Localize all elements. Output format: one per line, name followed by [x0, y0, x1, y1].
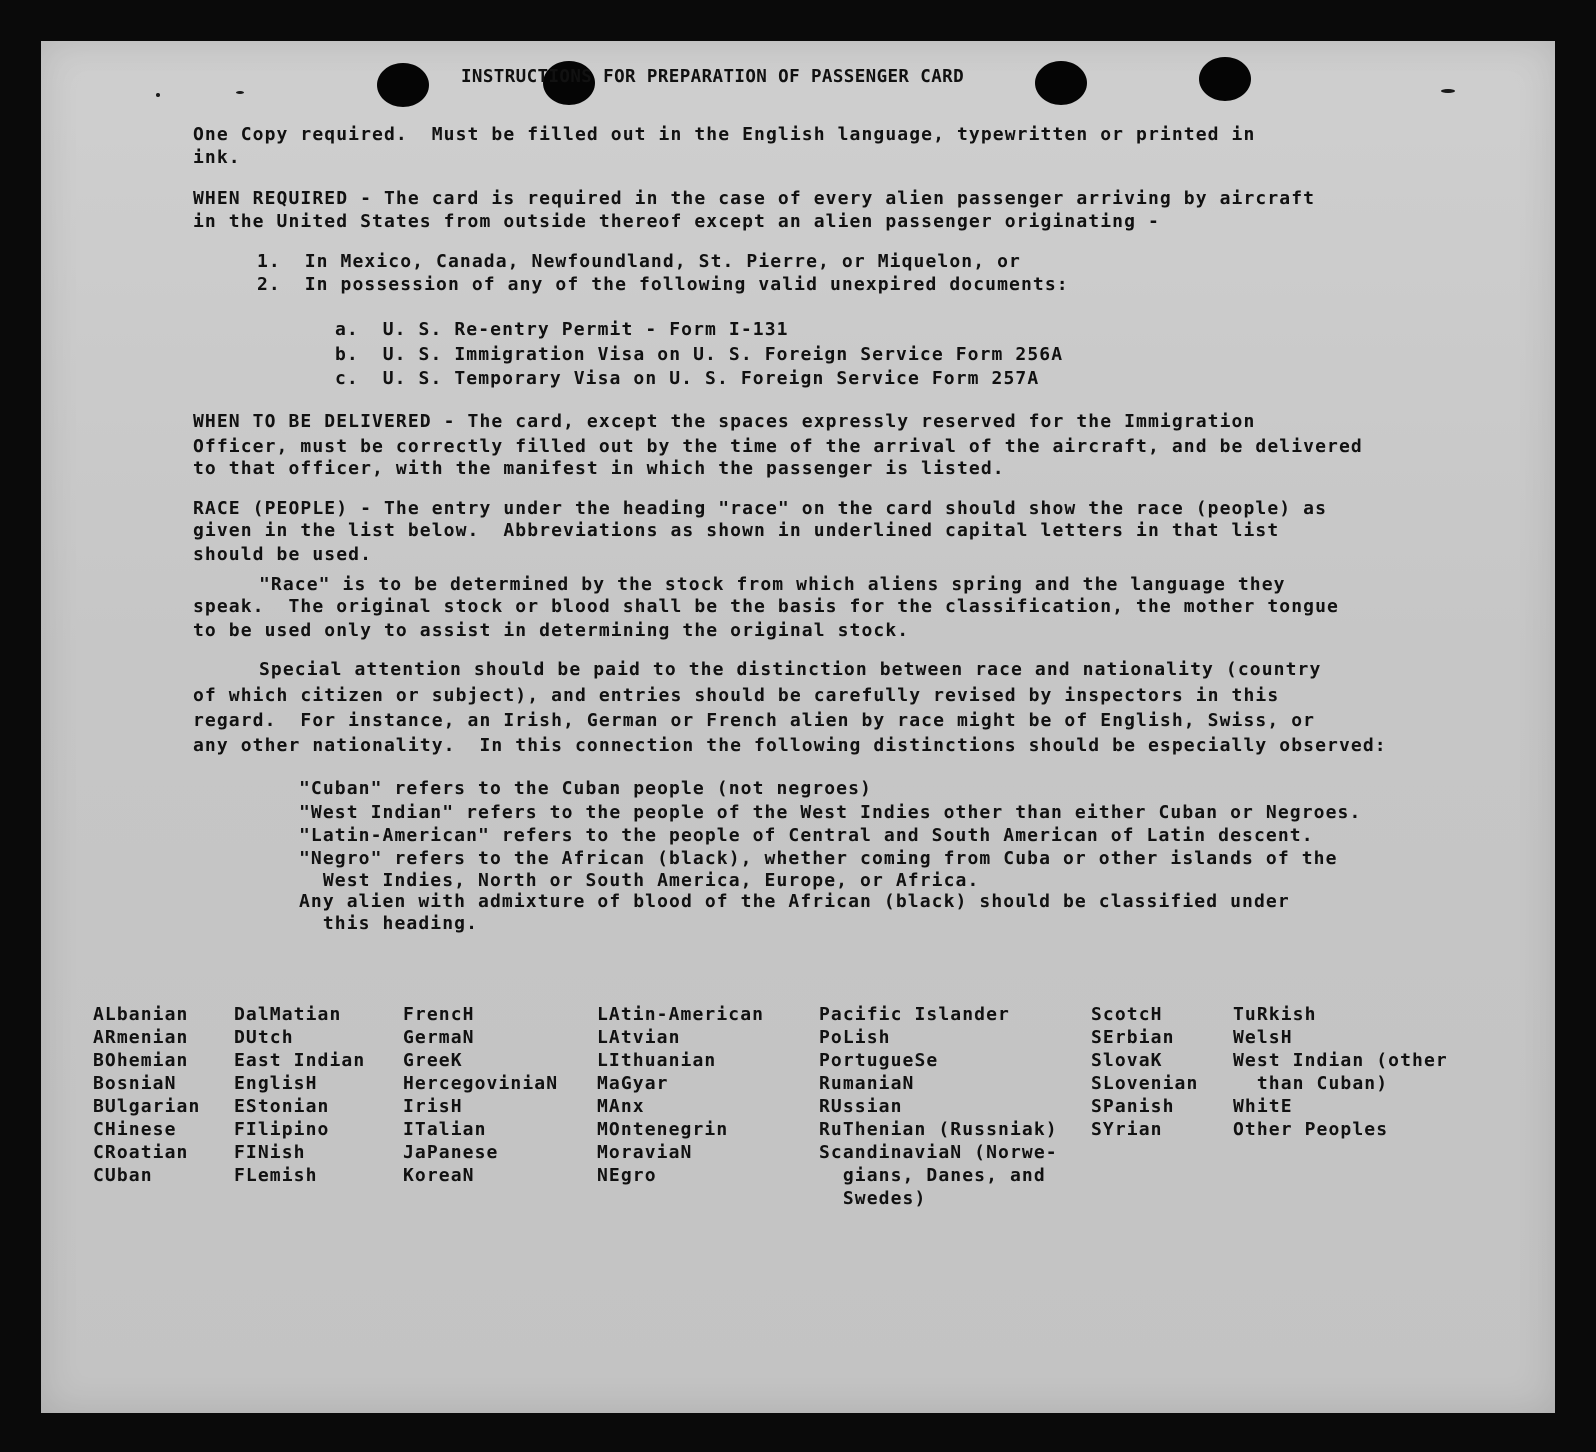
race-entry: KoreaN: [403, 1165, 475, 1186]
exception-item: 2. In possession of any of the following valid unexpired documents:: [257, 274, 1069, 295]
race-entry: FLemish: [234, 1165, 318, 1186]
race-entry: FIlipino: [234, 1119, 330, 1140]
distinction-line: "Negro" refers to the African (black), whether coming from Cuba or other islands of the: [299, 848, 1338, 869]
race-entry: BUlgarian: [93, 1096, 201, 1117]
race-entry: RuThenian (Russniak): [819, 1119, 1058, 1140]
speck: [1441, 89, 1455, 93]
when-delivered-line: to that officer, with the manifest in which the passenger is listed.: [193, 458, 1005, 479]
race-entry: HercegoviniaN: [403, 1073, 559, 1094]
race-entry: FINish: [234, 1142, 306, 1163]
race-entry: West Indian (other: [1233, 1050, 1448, 1071]
speck: [236, 91, 244, 94]
race-entry: BOhemian: [93, 1050, 189, 1071]
distinction-line: "Latin-American" refers to the people of Central and South American of Latin descent.: [299, 825, 1314, 846]
race-entry: TuRkish: [1233, 1004, 1317, 1025]
race-entry: BosniaN: [93, 1073, 177, 1094]
distinction-line: this heading.: [299, 913, 479, 934]
race-column-7: [1233, 1004, 1448, 1142]
race-entry: SlovaK: [1091, 1050, 1163, 1071]
race-entry: DalMatian: [234, 1004, 342, 1025]
race-entry: LIthuanian: [597, 1050, 717, 1071]
race-column-1: [93, 1004, 200, 1188]
special-attention-line: any other nationality. In this connection the following distinctions should be especially observed:: [193, 735, 1387, 756]
race-entry: MAnx: [597, 1096, 645, 1117]
race-definition-line: "Race" is to be determined by the stock from which aliens spring and the language they: [259, 574, 1286, 595]
race-column-2: [234, 1004, 365, 1188]
race-entry: EStonian: [234, 1096, 330, 1117]
race-definition-line: to be used only to assist in determining the original stock.: [193, 620, 910, 641]
document-item: a. U. S. Re-entry Permit - Form I-131: [335, 319, 789, 340]
race-entry: WhitE: [1233, 1096, 1293, 1117]
race-entry: Other Peoples: [1233, 1119, 1389, 1140]
race-entry: LAtvian: [597, 1027, 681, 1048]
race-entry: PortugueSe: [819, 1050, 939, 1071]
race-entry: NEgro: [597, 1165, 657, 1186]
race-entry: gians, Danes, and: [819, 1165, 1046, 1186]
race-entry: FrencH: [403, 1004, 475, 1025]
document-item: b. U. S. Immigration Visa on U. S. Foreign Service Form 256A: [335, 344, 1064, 365]
distinction-line: "Cuban" refers to the Cuban people (not negroes): [299, 778, 872, 799]
race-entry: RUssian: [819, 1096, 903, 1117]
race-entry: RumaniaN: [819, 1073, 915, 1094]
distinction-line: West Indies, North or South America, Europe, or Africa.: [299, 870, 980, 891]
race-entry: SErbian: [1091, 1027, 1175, 1048]
race-entry: Swedes): [819, 1188, 927, 1209]
race-entry: East Indian: [234, 1050, 366, 1071]
race-entry: SYrian: [1091, 1119, 1163, 1140]
intro-line: One Copy required. Must be filled out in the English language, typewritten or printed in: [193, 124, 1256, 145]
exception-item: 1. In Mexico, Canada, Newfoundland, St. Pierre, or Miquelon, or: [257, 251, 1021, 272]
race-line: RACE (PEOPLE) - The entry under the heading "race" on the card should show the race (people) as: [193, 498, 1328, 519]
race-entry: CHinese: [93, 1119, 177, 1140]
when-delivered-line: WHEN TO BE DELIVERED - The card, except the spaces expressly reserved for the Immigration: [193, 411, 1256, 432]
distinction-line: Any alien with admixture of blood of the African (black) should be classified under: [299, 891, 1290, 912]
distinction-line: "West Indian" refers to the people of the West Indies other than either Cuban or Negroes.: [299, 802, 1362, 823]
race-column-5: [819, 1004, 1058, 1211]
race-entry: Pacific Islander: [819, 1004, 1010, 1025]
page-title: INSTRUCTIONS FOR PREPARATION OF PASSENGER CARD: [461, 67, 965, 87]
document-page: [41, 41, 1555, 1413]
race-entry: MaGyar: [597, 1073, 669, 1094]
race-entry: ITalian: [403, 1119, 487, 1140]
race-column-6: [1091, 1004, 1198, 1142]
race-entry: ARmenian: [93, 1027, 189, 1048]
race-entry: MoraviaN: [597, 1142, 693, 1163]
document-item: c. U. S. Temporary Visa on U. S. Foreign Service Form 257A: [335, 368, 1040, 389]
race-entry: IrisH: [403, 1096, 463, 1117]
race-line: given in the list below. Abbreviations as shown in underlined capital letters in that list: [193, 520, 1280, 541]
special-attention-line: of which citizen or subject), and entries should be carefully revised by inspectors in this: [193, 685, 1280, 706]
race-entry: SLovenian: [1091, 1073, 1199, 1094]
race-entry: MOntenegrin: [597, 1119, 729, 1140]
race-entry: PoLish: [819, 1027, 891, 1048]
race-entry: SPanish: [1091, 1096, 1175, 1117]
race-entry: CRoatian: [93, 1142, 189, 1163]
punch-hole-4: [1199, 57, 1251, 101]
race-entry: CUban: [93, 1165, 153, 1186]
race-column-4: [597, 1004, 764, 1188]
race-entry: EnglisH: [234, 1073, 318, 1094]
when-required-line: WHEN REQUIRED - The card is required in the case of every alien passenger arriving by aircraft: [193, 188, 1316, 209]
special-attention-line: Special attention should be paid to the distinction between race and nationality (country: [259, 659, 1322, 680]
race-definition-line: speak. The original stock or blood shall be the basis for the classification, the mother tongue: [193, 596, 1339, 617]
race-entry: ALbanian: [93, 1004, 189, 1025]
race-line: should be used.: [193, 544, 373, 565]
special-attention-line: regard. For instance, an Irish, German or French alien by race might be of English, Swiss, or: [193, 710, 1316, 731]
race-entry: GermaN: [403, 1027, 475, 1048]
race-entry: WelsH: [1233, 1027, 1293, 1048]
when-required-line: in the United States from outside thereof except an alien passenger originating -: [193, 211, 1160, 232]
race-entry: ScotcH: [1091, 1004, 1163, 1025]
race-column-3: [403, 1004, 558, 1188]
speck: [156, 93, 160, 97]
race-entry: JaPanese: [403, 1142, 499, 1163]
punch-hole-1: [377, 63, 429, 107]
when-delivered-line: Officer, must be correctly filled out by the time of the arrival of the aircraft, and be delivered: [193, 436, 1363, 457]
race-entry: LAtin-American: [597, 1004, 765, 1025]
race-entry: than Cuban): [1233, 1073, 1389, 1094]
race-entry: GreeK: [403, 1050, 463, 1071]
race-entry: DUtch: [234, 1027, 294, 1048]
race-entry: ScandinaviaN (Norwe-: [819, 1142, 1058, 1163]
intro-line: ink.: [193, 147, 241, 168]
